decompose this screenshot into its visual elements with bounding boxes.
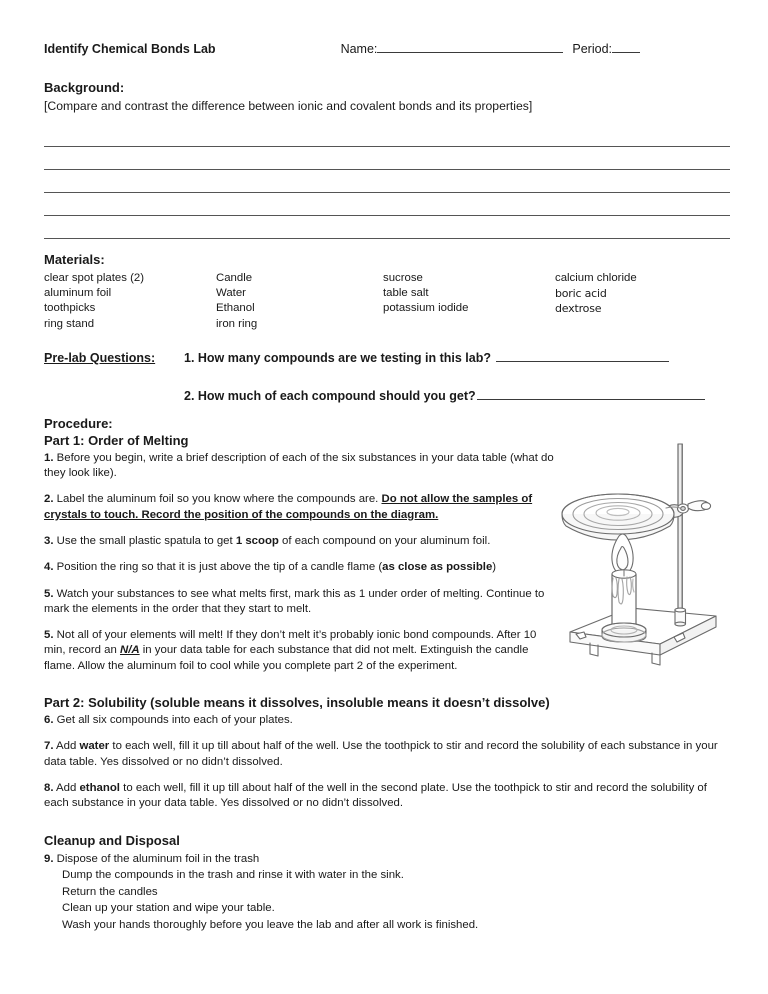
period-input-blank[interactable] [612, 40, 640, 53]
step-text: Use the small plastic spatula to get [53, 535, 236, 547]
procedure-heading: Procedure: [44, 415, 113, 431]
cleanup-sub-item: Dump the compounds in the trash and rinse it with water in the sink. [62, 869, 404, 882]
material-item: dextrose [555, 302, 602, 316]
procedure-step-5b [44, 628, 559, 674]
step-text: Add [53, 740, 80, 753]
prelab-question-2: 2. How much of each compound should you get? [184, 388, 476, 403]
step-number: 2. [44, 493, 54, 506]
step-emphasis: N/A [119, 644, 140, 657]
procedure-step-5 [44, 587, 559, 618]
name-field-group [341, 40, 564, 57]
step-number: 5. [44, 629, 54, 642]
step-number: 6. [44, 714, 54, 727]
materials-heading: Materials: [44, 252, 105, 267]
procedure-step-6 [44, 713, 730, 728]
step-text: to each well, fill it up till about half of the well in the second plate. Use the toothpick to stir and record the solubility of each substance in your data table. Yes dissolved or no didn’t dissolved. [44, 781, 707, 810]
procedure-step-2 [44, 492, 559, 523]
step-emphasis: water [79, 740, 110, 753]
ring-stand-apparatus-illustration [556, 432, 732, 672]
prelab-question-2-row [44, 387, 730, 405]
step-emphasis: as close as possible [382, 561, 493, 574]
prelab-answer-2-blank[interactable] [477, 387, 705, 400]
material-item: Candle [216, 272, 253, 284]
part2-steps [44, 713, 730, 811]
material-item: potassium iodide [383, 302, 469, 315]
prelab-question-1: 1. How many compounds are we testing in this lab? [184, 350, 491, 365]
procedure-step-7 [44, 739, 730, 770]
cleanup-sub-item: Clean up your station and wipe your table. [62, 902, 275, 915]
procedure-step-3 [44, 534, 559, 549]
procedure-step-8 [44, 781, 730, 812]
step-emphasis: ethanol [79, 781, 120, 794]
period-label: Period: [572, 42, 612, 56]
step-text: to each well, fill it up till about half of the well. Use the toothpick to stir and record the solubility of each substance in your data table. Yes dissolved or no didn’t dissolved. [44, 740, 718, 768]
procedure-step-1 [44, 451, 559, 482]
part1-steps [44, 451, 559, 674]
material-item: iron ring [216, 317, 258, 330]
background-prompt: [Compare and contrast the difference between ionic and covalent bonds and its properties] [44, 99, 533, 113]
step-number: 8. [44, 781, 54, 794]
step-text: of each compound on your aluminum foil. [278, 535, 491, 547]
cleanup-list [44, 851, 730, 934]
material-item: toothpicks [44, 302, 96, 315]
material-item: boric acid [555, 287, 607, 301]
prelab-answer-1-blank[interactable] [496, 349, 669, 362]
page-title: Identify Chemical Bonds Lab [44, 42, 216, 56]
vertical-rod-icon [675, 444, 686, 626]
material-item [555, 317, 730, 332]
background-answer-lines [44, 124, 730, 239]
answer-line[interactable] [44, 124, 730, 147]
material-item: aluminum foil [44, 287, 112, 300]
part1-heading: Part 1: Order of Melting [44, 432, 189, 448]
step-text: ) [492, 561, 497, 574]
step-text: Label the aluminum foil so you know where the compounds are. [53, 493, 382, 506]
step-emphasis: 1 scoop [235, 535, 279, 547]
material-item [383, 317, 555, 332]
answer-line[interactable] [44, 170, 730, 193]
step-number: 9. [44, 852, 54, 865]
period-field-group [572, 40, 640, 57]
material-item: Water [216, 287, 246, 300]
material-item: table salt [383, 287, 429, 300]
document-header [44, 40, 730, 57]
procedure-step-4 [44, 560, 559, 575]
material-item: calcium chloride [555, 272, 637, 284]
cleanup-sub-item: Return the candles [62, 885, 158, 898]
name-label: Name: [340, 42, 378, 56]
prelab-label: Pre-lab Questions: [44, 350, 156, 365]
step-text: in your data table for each substance that did not melt. Extinguish the candle flame. Allow the aluminum foil to cool while you complete part 2 of the experiment. [44, 644, 529, 672]
background-heading: Background: [44, 80, 125, 95]
answer-line[interactable] [44, 193, 730, 216]
name-input-blank[interactable] [377, 40, 563, 53]
material-item: sucrose [383, 272, 423, 284]
prelab-question-1-row [44, 349, 730, 367]
answer-line[interactable] [44, 216, 730, 239]
step-number: 4. [44, 561, 54, 574]
part2-heading: Part 2: Solubility (soluble means it dissolves, insoluble means it doesn’t dissolve) [44, 695, 550, 711]
cleanup-sub-item: Wash your hands thoroughly before you leave the lab and after all work is finished. [62, 918, 479, 931]
cleanup-step-9 [44, 851, 730, 868]
step-emphasis: Do not allow the samples of crystals to touch. Record the position of the compounds on the diagram. [44, 493, 533, 521]
step-number: 7. [44, 740, 54, 753]
step-text: Watch your substances to see what melts first, mark this as 1 under order of melting. Continue to mark the elements in the order that they start to melt. [44, 587, 545, 615]
step-number: 1. [44, 451, 54, 464]
iron-ring-icon [562, 494, 680, 540]
candle-icon [602, 570, 646, 642]
step-number: 5. [44, 587, 54, 600]
material-item: ring stand [44, 317, 95, 330]
materials-list [44, 271, 730, 332]
cleanup-heading: Cleanup and Disposal [44, 832, 180, 848]
step-text: Add [53, 781, 80, 794]
step-number: 3. [44, 535, 54, 547]
answer-line[interactable] [44, 147, 730, 170]
ring-stand-diagram-svg [556, 432, 732, 672]
prelab-section [44, 349, 730, 405]
material-item: Ethanol [216, 302, 255, 315]
step-text: Not all of your elements will melt! If they don’t melt it’s probably ionic bond compounds. After 10 min, record an [44, 629, 537, 657]
step-text: Get all six compounds into each of your plates. [53, 714, 293, 727]
step-text: Dispose of the aluminum foil in the trash [53, 852, 260, 865]
step-text: Before you begin, write a brief description of each of the six substances in your data table (what do they look like). [44, 451, 554, 480]
material-item: clear spot plates (2) [44, 272, 145, 284]
step-text: Position the ring so that it is just above the tip of a candle flame ( [53, 561, 383, 574]
